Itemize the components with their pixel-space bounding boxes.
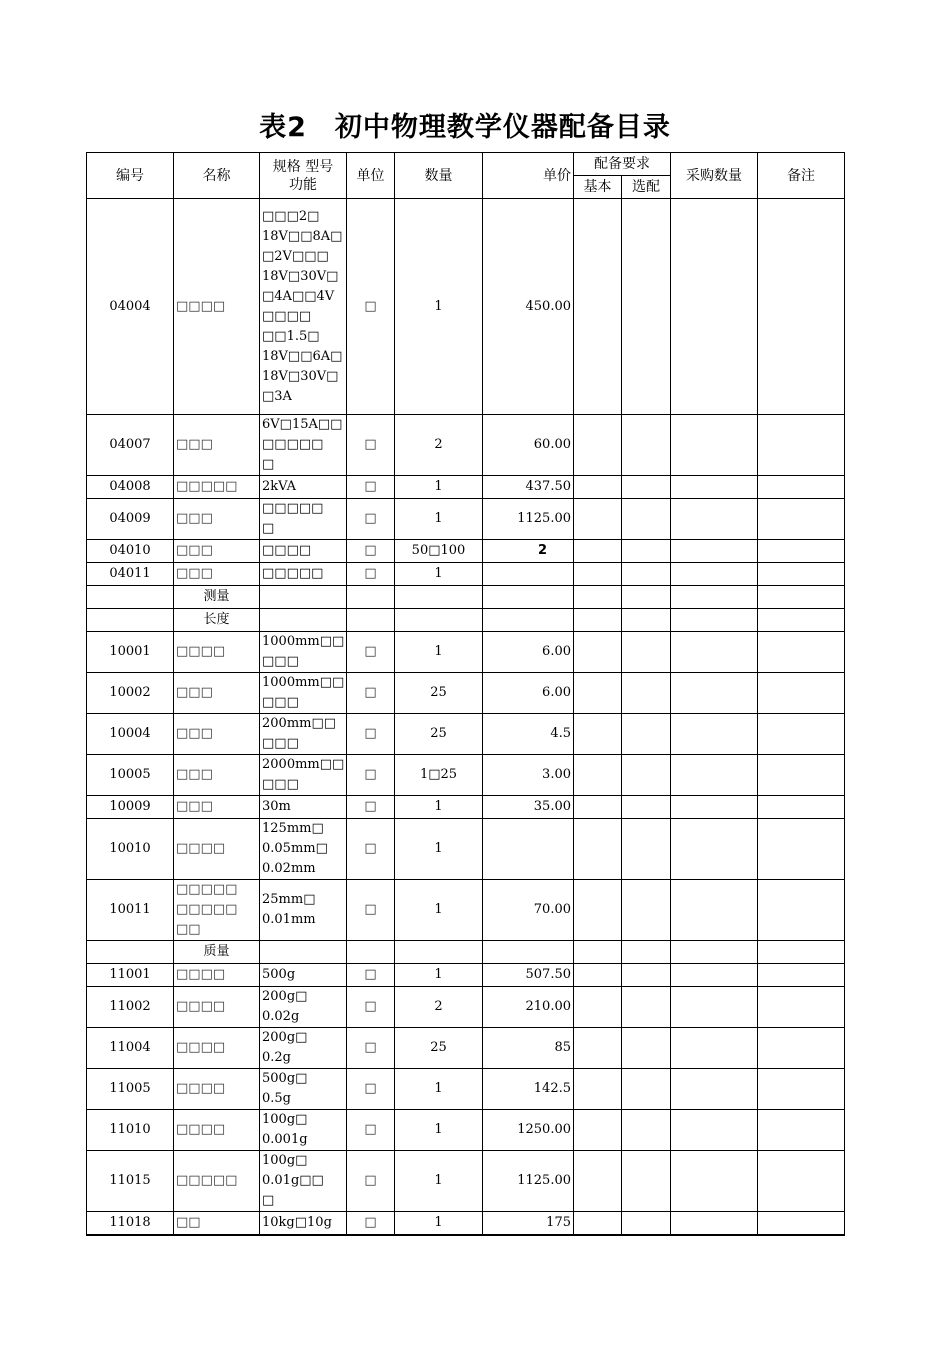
cell-qty: 1 bbox=[395, 1151, 483, 1212]
header-basic: 基本 bbox=[574, 176, 622, 199]
cell-price bbox=[483, 563, 574, 586]
cell-note bbox=[758, 540, 845, 563]
cell-note bbox=[758, 499, 845, 540]
cell-purchase bbox=[671, 880, 758, 941]
cell-qty: 1 bbox=[395, 563, 483, 586]
cell-code: 04004 bbox=[87, 199, 174, 415]
table-row bbox=[87, 755, 845, 796]
cell-code: 10004 bbox=[87, 714, 174, 755]
cell-empty bbox=[574, 586, 622, 609]
cell-note bbox=[758, 1069, 845, 1110]
table-row bbox=[87, 714, 845, 755]
cell-purchase bbox=[671, 819, 758, 880]
header-unit: 单位 bbox=[347, 153, 395, 199]
cell-code bbox=[87, 586, 174, 609]
cell-basic bbox=[574, 880, 622, 941]
equipment-catalog-table bbox=[86, 152, 845, 1236]
cell-empty bbox=[260, 586, 347, 609]
cell-code: 11002 bbox=[87, 987, 174, 1028]
cell-optional bbox=[622, 1151, 671, 1212]
cell-price: 3.00 bbox=[483, 755, 574, 796]
cell-code: 11005 bbox=[87, 1069, 174, 1110]
table-row bbox=[87, 987, 845, 1028]
cell-price: 437.50 bbox=[483, 476, 574, 499]
cell-spec: 200g□ 0.2g bbox=[260, 1028, 347, 1069]
cell-spec: 1000mm□□ □□□ bbox=[260, 673, 347, 714]
cell-optional bbox=[622, 1212, 671, 1235]
cell-spec: 100g□ 0.001g bbox=[260, 1110, 347, 1151]
cell-unit: □ bbox=[347, 199, 395, 415]
cell-spec: 200g□ 0.02g bbox=[260, 987, 347, 1028]
header-optional: 选配 bbox=[622, 176, 671, 199]
cell-code: 04011 bbox=[87, 563, 174, 586]
cell-note bbox=[758, 755, 845, 796]
cell-optional bbox=[622, 563, 671, 586]
cell-basic bbox=[574, 1212, 622, 1235]
cell-basic bbox=[574, 819, 622, 880]
table-row bbox=[87, 796, 845, 819]
cell-price: 507.50 bbox=[483, 964, 574, 987]
cell-purchase bbox=[671, 964, 758, 987]
cell-basic bbox=[574, 540, 622, 563]
cell-empty bbox=[671, 586, 758, 609]
cell-spec: □□□2□ 18V□□8A□ □2V□□□ 18V□30V□ □4A□□4V □□□□ □□1.5□ 18V□□6A□ 18V□30V□ □3A bbox=[260, 199, 347, 415]
cell-name: □□ bbox=[174, 1212, 260, 1235]
section-row bbox=[87, 586, 845, 609]
cell-unit: □ bbox=[347, 964, 395, 987]
cell-code: 04010 bbox=[87, 540, 174, 563]
cell-name: □□□□ bbox=[174, 199, 260, 415]
cell-qty: 1□25 bbox=[395, 755, 483, 796]
cell-empty bbox=[260, 609, 347, 632]
cell-note bbox=[758, 563, 845, 586]
cell-price: 70.00 bbox=[483, 880, 574, 941]
cell-spec: □□□□□ □ bbox=[260, 499, 347, 540]
table-row bbox=[87, 964, 845, 987]
cell-price: 1125.00 bbox=[483, 1151, 574, 1212]
table-row bbox=[87, 563, 845, 586]
table-row bbox=[87, 499, 845, 540]
cell-unit: □ bbox=[347, 714, 395, 755]
cell-note bbox=[758, 1151, 845, 1212]
cell-note bbox=[758, 673, 845, 714]
cell-basic bbox=[574, 673, 622, 714]
cell-qty: 1 bbox=[395, 632, 483, 673]
cell-optional bbox=[622, 755, 671, 796]
cell-price: 210.00 bbox=[483, 987, 574, 1028]
cell-code: 11004 bbox=[87, 1028, 174, 1069]
cell-unit: □ bbox=[347, 819, 395, 880]
cell-basic bbox=[574, 499, 622, 540]
cell-basic bbox=[574, 796, 622, 819]
cell-purchase bbox=[671, 632, 758, 673]
cell-price: 35.00 bbox=[483, 796, 574, 819]
header-price: 单价 bbox=[483, 153, 574, 199]
cell-spec: 2000mm□□ □□□ bbox=[260, 755, 347, 796]
cell-empty bbox=[622, 941, 671, 964]
table-row bbox=[87, 476, 845, 499]
cell-basic bbox=[574, 1151, 622, 1212]
cell-name: □□□□ bbox=[174, 1110, 260, 1151]
cell-name: □□□□ bbox=[174, 987, 260, 1028]
table-row bbox=[87, 880, 845, 941]
section-label: 质量 bbox=[174, 941, 260, 964]
cell-purchase bbox=[671, 987, 758, 1028]
cell-unit: □ bbox=[347, 1110, 395, 1151]
cell-empty bbox=[758, 941, 845, 964]
cell-name: □□□ bbox=[174, 499, 260, 540]
header-requirement: 配备要求 bbox=[574, 153, 671, 176]
cell-empty bbox=[260, 941, 347, 964]
section-label: 测量 bbox=[174, 586, 260, 609]
cell-basic bbox=[574, 1110, 622, 1151]
cell-empty bbox=[347, 941, 395, 964]
cell-price: 2 bbox=[483, 540, 574, 563]
cell-note bbox=[758, 199, 845, 415]
cell-price: 450.00 bbox=[483, 199, 574, 415]
header-spec bbox=[260, 153, 347, 199]
header-row bbox=[87, 153, 845, 176]
section-row bbox=[87, 941, 845, 964]
cell-basic bbox=[574, 1069, 622, 1110]
header-name: 名称 bbox=[174, 153, 260, 199]
cell-note bbox=[758, 632, 845, 673]
table-row bbox=[87, 199, 845, 415]
cell-spec: 10kg□10g bbox=[260, 1212, 347, 1235]
table-row bbox=[87, 1212, 845, 1235]
table-row bbox=[87, 632, 845, 673]
cell-price: 85 bbox=[483, 1028, 574, 1069]
cell-price: 175 bbox=[483, 1212, 574, 1235]
cell-price: 1125.00 bbox=[483, 499, 574, 540]
cell-optional bbox=[622, 673, 671, 714]
cell-unit: □ bbox=[347, 1069, 395, 1110]
cell-unit: □ bbox=[347, 1212, 395, 1235]
cell-optional bbox=[622, 880, 671, 941]
cell-spec: □□□□□ bbox=[260, 563, 347, 586]
cell-optional bbox=[622, 199, 671, 415]
header-purchase: 采购数量 bbox=[671, 153, 758, 199]
cell-unit: □ bbox=[347, 476, 395, 499]
cell-basic bbox=[574, 563, 622, 586]
cell-qty: 1 bbox=[395, 880, 483, 941]
cell-unit: □ bbox=[347, 755, 395, 796]
cell-name: □□□ bbox=[174, 755, 260, 796]
cell-price: 1250.00 bbox=[483, 1110, 574, 1151]
cell-purchase bbox=[671, 563, 758, 586]
cell-optional bbox=[622, 987, 671, 1028]
cell-code: 10001 bbox=[87, 632, 174, 673]
cell-optional bbox=[622, 476, 671, 499]
cell-name: □□□ bbox=[174, 415, 260, 476]
header-spec-line2: 功能 bbox=[289, 176, 317, 193]
cell-qty: 1 bbox=[395, 796, 483, 819]
cell-code: 11001 bbox=[87, 964, 174, 987]
cell-optional bbox=[622, 819, 671, 880]
header-code: 编号 bbox=[87, 153, 174, 199]
cell-note bbox=[758, 476, 845, 499]
cell-price: 60.00 bbox=[483, 415, 574, 476]
cell-qty: 2 bbox=[395, 415, 483, 476]
table-row bbox=[87, 673, 845, 714]
cell-empty bbox=[758, 586, 845, 609]
cell-optional bbox=[622, 540, 671, 563]
cell-basic bbox=[574, 476, 622, 499]
cell-unit: □ bbox=[347, 499, 395, 540]
cell-note bbox=[758, 714, 845, 755]
cell-name: □□□ bbox=[174, 673, 260, 714]
table-row bbox=[87, 540, 845, 563]
cell-purchase bbox=[671, 1151, 758, 1212]
cell-purchase bbox=[671, 476, 758, 499]
cell-note bbox=[758, 796, 845, 819]
cell-code: 10010 bbox=[87, 819, 174, 880]
header-spec-line1: 规格 型号 bbox=[272, 158, 334, 175]
cell-code: 04009 bbox=[87, 499, 174, 540]
cell-name: □□□ bbox=[174, 796, 260, 819]
cell-empty bbox=[483, 609, 574, 632]
cell-empty bbox=[671, 941, 758, 964]
cell-unit: □ bbox=[347, 632, 395, 673]
cell-empty bbox=[622, 586, 671, 609]
cell-basic bbox=[574, 1028, 622, 1069]
cell-basic bbox=[574, 199, 622, 415]
cell-name: □□□ bbox=[174, 714, 260, 755]
cell-spec: 200mm□□ □□□ bbox=[260, 714, 347, 755]
cell-optional bbox=[622, 796, 671, 819]
cell-basic bbox=[574, 714, 622, 755]
cell-note bbox=[758, 415, 845, 476]
table-row bbox=[87, 1028, 845, 1069]
table-row bbox=[87, 819, 845, 880]
cell-spec: 500g□ 0.5g bbox=[260, 1069, 347, 1110]
cell-qty: 1 bbox=[395, 499, 483, 540]
cell-empty bbox=[671, 609, 758, 632]
cell-spec: 1000mm□□ □□□ bbox=[260, 632, 347, 673]
cell-empty bbox=[347, 609, 395, 632]
cell-code: 10009 bbox=[87, 796, 174, 819]
cell-code bbox=[87, 941, 174, 964]
cell-purchase bbox=[671, 673, 758, 714]
cell-qty: 50□100 bbox=[395, 540, 483, 563]
cell-unit: □ bbox=[347, 987, 395, 1028]
cell-name: □□□□□ □□□□□ □□ bbox=[174, 880, 260, 941]
cell-name: □□□ bbox=[174, 563, 260, 586]
cell-note bbox=[758, 819, 845, 880]
cell-optional bbox=[622, 499, 671, 540]
cell-spec: □□□□ bbox=[260, 540, 347, 563]
cell-basic bbox=[574, 415, 622, 476]
cell-spec: 25mm□ 0.01mm bbox=[260, 880, 347, 941]
cell-empty bbox=[574, 609, 622, 632]
cell-name: □□□□□ bbox=[174, 1151, 260, 1212]
section-row bbox=[87, 609, 845, 632]
cell-empty bbox=[395, 586, 483, 609]
cell-optional bbox=[622, 415, 671, 476]
cell-qty: 1 bbox=[395, 1110, 483, 1151]
cell-purchase bbox=[671, 1212, 758, 1235]
cell-qty: 1 bbox=[395, 1212, 483, 1235]
cell-name: □□□□ bbox=[174, 1028, 260, 1069]
cell-basic bbox=[574, 755, 622, 796]
cell-spec: 125mm□ 0.05mm□ 0.02mm bbox=[260, 819, 347, 880]
cell-code: 10011 bbox=[87, 880, 174, 941]
cell-name: □□□□ bbox=[174, 819, 260, 880]
cell-note bbox=[758, 1212, 845, 1235]
cell-purchase bbox=[671, 415, 758, 476]
cell-name: □□□□ bbox=[174, 964, 260, 987]
cell-name: □□□□□ bbox=[174, 476, 260, 499]
cell-optional bbox=[622, 1028, 671, 1069]
cell-qty: 1 bbox=[395, 1069, 483, 1110]
cell-qty: 2 bbox=[395, 987, 483, 1028]
cell-optional bbox=[622, 1069, 671, 1110]
cell-note bbox=[758, 880, 845, 941]
cell-code: 10002 bbox=[87, 673, 174, 714]
cell-spec: 30m bbox=[260, 796, 347, 819]
table-row bbox=[87, 1151, 845, 1212]
cell-optional bbox=[622, 632, 671, 673]
cell-purchase bbox=[671, 540, 758, 563]
cell-empty bbox=[347, 586, 395, 609]
cell-optional bbox=[622, 964, 671, 987]
cell-unit: □ bbox=[347, 796, 395, 819]
cell-purchase bbox=[671, 1028, 758, 1069]
cell-unit: □ bbox=[347, 1028, 395, 1069]
cell-spec: 2kVA bbox=[260, 476, 347, 499]
table-row bbox=[87, 1069, 845, 1110]
cell-qty: 25 bbox=[395, 714, 483, 755]
cell-purchase bbox=[671, 1069, 758, 1110]
cell-code bbox=[87, 609, 174, 632]
cell-name: □□□□ bbox=[174, 632, 260, 673]
cell-qty: 1 bbox=[395, 199, 483, 415]
cell-note bbox=[758, 987, 845, 1028]
cell-basic bbox=[574, 964, 622, 987]
cell-price bbox=[483, 819, 574, 880]
cell-empty bbox=[483, 941, 574, 964]
cell-qty: 1 bbox=[395, 964, 483, 987]
cell-note bbox=[758, 1028, 845, 1069]
cell-unit: □ bbox=[347, 563, 395, 586]
cell-unit: □ bbox=[347, 1151, 395, 1212]
cell-purchase bbox=[671, 714, 758, 755]
cell-purchase bbox=[671, 199, 758, 415]
cell-name: □□□ bbox=[174, 540, 260, 563]
header-qty: 数量 bbox=[395, 153, 483, 199]
cell-qty: 1 bbox=[395, 819, 483, 880]
cell-optional bbox=[622, 714, 671, 755]
cell-qty: 25 bbox=[395, 673, 483, 714]
cell-code: 11018 bbox=[87, 1212, 174, 1235]
cell-empty bbox=[395, 609, 483, 632]
cell-code: 04007 bbox=[87, 415, 174, 476]
cell-unit: □ bbox=[347, 540, 395, 563]
cell-unit: □ bbox=[347, 880, 395, 941]
cell-price: 6.00 bbox=[483, 673, 574, 714]
cell-purchase bbox=[671, 796, 758, 819]
header-note: 备注 bbox=[758, 153, 845, 199]
cell-code: 11015 bbox=[87, 1151, 174, 1212]
cell-optional bbox=[622, 1110, 671, 1151]
cell-unit: □ bbox=[347, 415, 395, 476]
cell-empty bbox=[622, 609, 671, 632]
cell-price: 142.5 bbox=[483, 1069, 574, 1110]
cell-purchase bbox=[671, 1110, 758, 1151]
cell-empty bbox=[574, 941, 622, 964]
cell-note bbox=[758, 1110, 845, 1151]
cell-empty bbox=[395, 941, 483, 964]
cell-empty bbox=[758, 609, 845, 632]
cell-code: 10005 bbox=[87, 755, 174, 796]
page-title: 表2 初中物理教学仪器配备目录 bbox=[259, 112, 671, 143]
cell-note bbox=[758, 964, 845, 987]
cell-spec: 100g□ 0.01g□□ □ bbox=[260, 1151, 347, 1212]
cell-code: 04008 bbox=[87, 476, 174, 499]
cell-basic bbox=[574, 632, 622, 673]
cell-name: □□□□ bbox=[174, 1069, 260, 1110]
cell-purchase bbox=[671, 499, 758, 540]
cell-code: 11010 bbox=[87, 1110, 174, 1151]
cell-unit: □ bbox=[347, 673, 395, 714]
cell-empty bbox=[483, 586, 574, 609]
cell-spec: 6V□15A□□ □□□□□ □ bbox=[260, 415, 347, 476]
cell-basic bbox=[574, 987, 622, 1028]
table-row bbox=[87, 415, 845, 476]
cell-qty: 25 bbox=[395, 1028, 483, 1069]
section-label: 长度 bbox=[174, 609, 260, 632]
cell-qty: 1 bbox=[395, 476, 483, 499]
cell-purchase bbox=[671, 755, 758, 796]
table-row bbox=[87, 1110, 845, 1151]
cell-spec: 500g bbox=[260, 964, 347, 987]
cell-price: 6.00 bbox=[483, 632, 574, 673]
cell-price: 4.5 bbox=[483, 714, 574, 755]
